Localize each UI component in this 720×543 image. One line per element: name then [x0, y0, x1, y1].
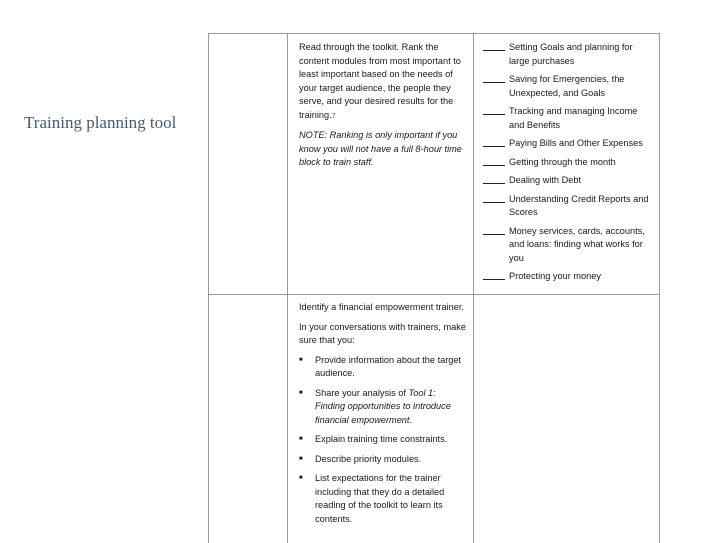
- trainer-instructions-cell: [299, 301, 467, 532]
- trainer-intro: In your conversations with trainers, make sure that you:: [299, 321, 466, 345]
- column-divider: [473, 34, 474, 543]
- module-label: Getting through the month: [509, 156, 616, 167]
- trainer-heading: Identify a financial empowerment trainer.: [299, 302, 464, 312]
- module-label: Setting Goals and planning for large purchases: [509, 42, 633, 66]
- list-item: [483, 41, 655, 68]
- rank-blank[interactable]: [483, 105, 505, 115]
- rank-blank[interactable]: [483, 156, 505, 166]
- list-item: [299, 354, 467, 381]
- list-item: [483, 137, 655, 151]
- list-item: [483, 225, 655, 266]
- bullet-icon: ■: [299, 436, 303, 442]
- module-ranking-checklist: [483, 41, 655, 289]
- list-item: [483, 105, 655, 132]
- list-item: [483, 270, 655, 284]
- bullet-prefix: Share your analysis of: [315, 387, 409, 398]
- ranking-instruction: Read through the toolkit. Rank the content modules from most important to least important based on the needs of your target audience, the people they serve, and your desired results for the training.: [299, 42, 461, 120]
- row-divider: [209, 294, 659, 295]
- ranking-instructions-cell: [299, 41, 467, 176]
- bullet-text: Describe priority modules.: [315, 453, 422, 464]
- module-label: Saving for Emergencies, the Unexpected, and Goals: [509, 74, 625, 98]
- column-divider: [287, 34, 288, 543]
- list-item: [483, 193, 655, 220]
- trainer-checklist: [299, 354, 467, 527]
- tool-reference: Tool 1: Finding opportunities to introduce financial empowerment: [315, 387, 451, 425]
- list-item: [483, 73, 655, 100]
- rank-blank[interactable]: [483, 137, 505, 147]
- bullet-text: Provide information about the target audience.: [315, 354, 462, 378]
- bullet-text: List expectations for the trainer including that they do a detailed reading of the toolkit to learn its contents.: [315, 473, 445, 524]
- page-title: Training planning tool: [24, 113, 177, 132]
- rank-blank[interactable]: [483, 41, 505, 51]
- list-item: [299, 453, 467, 467]
- list-item: [299, 387, 467, 428]
- list-item: [299, 472, 467, 526]
- bullet-suffix: .: [409, 414, 413, 425]
- module-label: Tracking and managing Income and Benefits: [509, 106, 638, 130]
- list-item: [299, 433, 467, 447]
- module-label: Money services, cards, accounts, and loans: finding what works for you: [509, 225, 645, 263]
- rank-blank[interactable]: [483, 193, 505, 203]
- bullet-text: [315, 387, 467, 428]
- rank-blank[interactable]: [483, 174, 505, 184]
- list-item: [483, 156, 655, 170]
- footnote-ref: 7: [331, 112, 336, 120]
- bullet-icon: ■: [299, 455, 303, 462]
- rank-blank[interactable]: [483, 270, 505, 280]
- bullet-icon: ■: [299, 475, 303, 481]
- bullet-icon: ■: [299, 389, 303, 396]
- rank-blank[interactable]: [483, 73, 505, 83]
- bullet-text: Explain training time constraints.: [315, 434, 448, 444]
- list-item: [483, 174, 655, 188]
- module-label: Understanding Credit Reports and Scores: [509, 193, 649, 217]
- planning-table: [208, 33, 660, 543]
- rank-blank[interactable]: [483, 225, 505, 235]
- module-label: Paying Bills and Other Expenses: [509, 138, 643, 148]
- bullet-icon: ■: [299, 356, 303, 363]
- module-label: Protecting your money: [509, 271, 601, 281]
- module-label: Dealing with Debt: [509, 175, 582, 185]
- ranking-note: NOTE: Ranking is only important if you know you will not have a full 8-hour time block to train staff.: [299, 130, 462, 167]
